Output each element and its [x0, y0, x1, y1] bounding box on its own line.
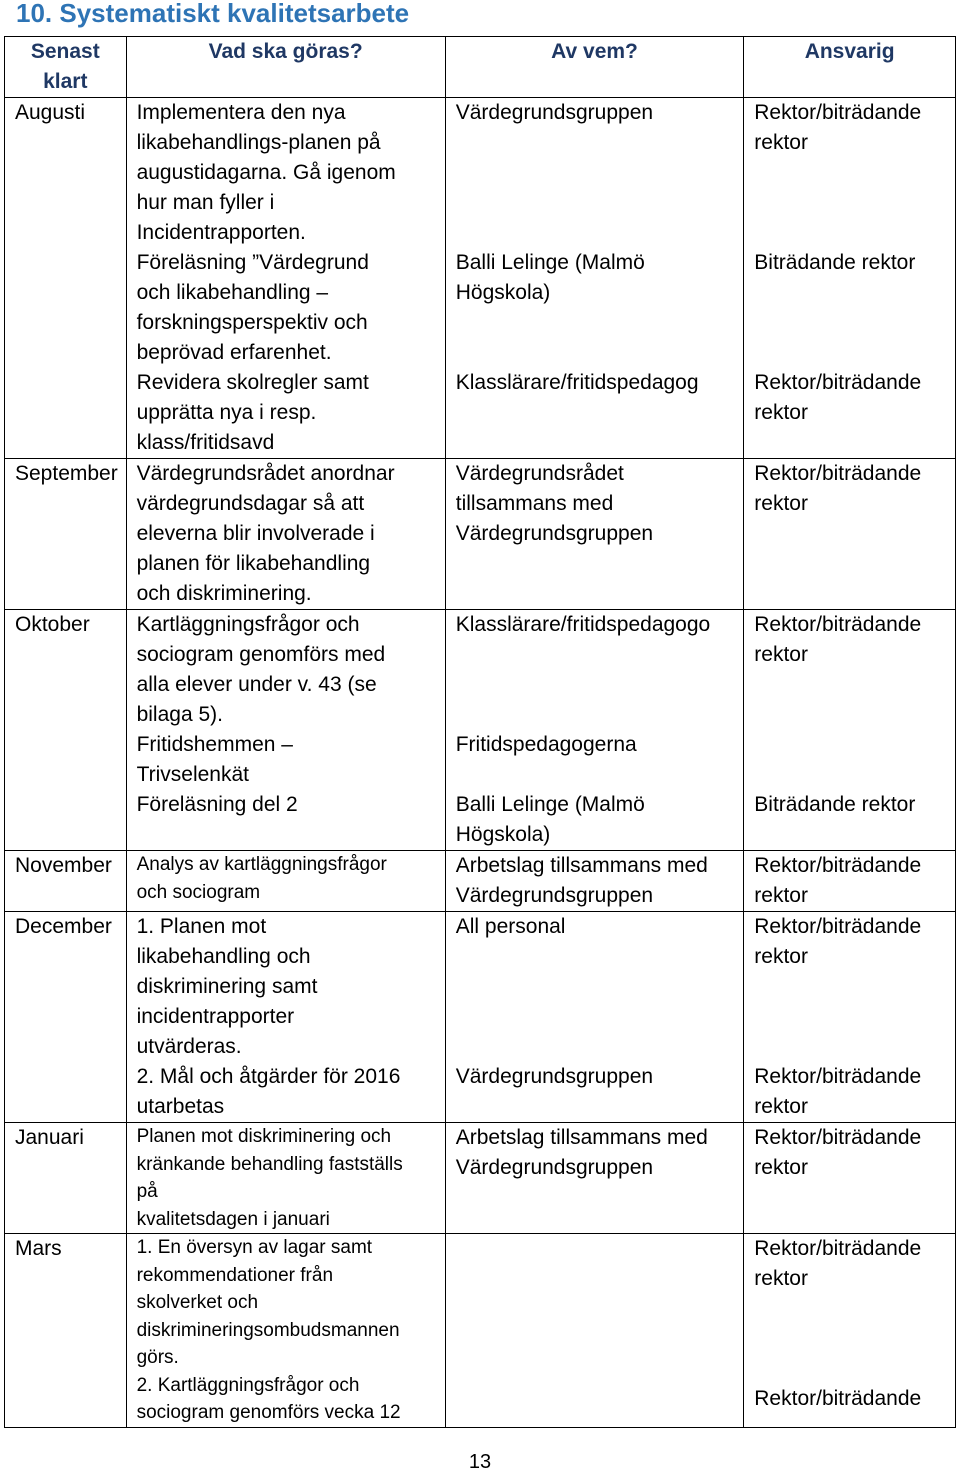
what-cell-line: 1. Planen mot	[136, 915, 267, 938]
cell-spacer	[456, 1002, 738, 1032]
month-cell: November	[5, 851, 127, 912]
cell-spacer	[754, 700, 949, 730]
responsible-cell-line: rektor	[754, 945, 808, 968]
who-cell-line: Högskola)	[455, 281, 551, 304]
responsible-cell-line: Biträdande rektor	[754, 793, 916, 816]
cell-spacer	[456, 158, 738, 188]
who-cell-line: Värdegrundsrådet	[455, 462, 624, 485]
what-cell-line: och likabehandling –	[136, 281, 329, 304]
what-cell-line: Analys av kartläggningsfrågor	[136, 854, 387, 875]
what-cell-line: och diskriminering.	[136, 582, 312, 605]
header-deadline	[5, 37, 127, 98]
cell-spacer	[456, 942, 738, 972]
what-cell-line: skolverket och	[136, 1292, 259, 1313]
what-cell-line: Revidera skolregler samt	[136, 371, 369, 394]
what-cell	[126, 610, 445, 851]
responsible-cell-line: Rektor/biträdande	[754, 371, 922, 394]
responsible-cell-line: rektor	[754, 492, 808, 515]
what-cell	[126, 851, 445, 912]
what-cell-line: likabehandling och	[136, 945, 311, 968]
responsible-cell-line: rektor	[754, 884, 808, 907]
table-row	[5, 851, 956, 912]
what-cell-line: värdegrundsdagar så att	[136, 492, 365, 515]
what-cell-line: eleverna blir involverade i	[136, 522, 375, 545]
who-cell	[445, 851, 744, 912]
what-cell-line: sociogram genomförs vecka 12	[136, 1402, 401, 1423]
what-cell-line: rekommendationer från	[136, 1264, 334, 1286]
what-cell-line: 2. Kartläggningsfrågor och	[136, 1374, 360, 1396]
cell-spacer	[754, 972, 949, 1002]
header-responsible: Ansvarig	[744, 37, 956, 98]
cell-spacer	[754, 1324, 949, 1354]
responsible-cell-line: rektor	[754, 401, 808, 424]
who-cell-line: Balli Lelinge (Malmö	[455, 251, 645, 274]
what-cell-line: planen för likabehandling	[136, 552, 371, 575]
cell-spacer	[754, 1032, 949, 1062]
table-row	[5, 912, 956, 1123]
section-heading: 10. Systematiskt kvalitetsarbete	[16, 0, 410, 28]
page-number: 13	[468, 1451, 492, 1473]
what-cell-line: Föreläsning del 2	[136, 793, 298, 816]
who-cell-line: Arbetslag tillsammans med	[455, 854, 708, 877]
who-cell	[445, 459, 744, 610]
what-cell-line: Värdegrundsrådet anordnar	[136, 462, 395, 485]
month-cell: Augusti	[5, 98, 127, 459]
what-cell-line: augustidagarna. Gå igenom	[136, 161, 396, 184]
month-cell: December	[5, 912, 127, 1123]
responsible-cell-line: rektor	[754, 1267, 808, 1290]
what-cell-line: bilaga 5).	[136, 703, 223, 726]
what-cell-line: görs.	[136, 1347, 179, 1368]
who-cell	[445, 610, 744, 851]
cell-spacer	[754, 1002, 949, 1032]
cell-spacer	[456, 760, 738, 790]
who-cell-line: Arbetslag tillsammans med	[455, 1126, 708, 1149]
who-cell-line: Värdegrundsgruppen	[455, 522, 654, 545]
cell-spacer	[754, 278, 949, 308]
header-deadline-line: klart	[43, 70, 88, 93]
who-cell-line: Högskola)	[455, 823, 551, 846]
what-cell	[126, 1123, 445, 1234]
month-cell: Mars	[5, 1234, 127, 1428]
cell-spacer	[456, 338, 738, 368]
what-cell-line: Kartläggningsfrågor och	[136, 613, 360, 636]
who-cell	[445, 98, 744, 459]
who-cell-line: Balli Lelinge (Malmö	[455, 793, 645, 816]
what-cell-line: hur man fyller i	[136, 191, 275, 214]
responsible-cell-line: Rektor/biträdande	[754, 1387, 922, 1410]
table-row	[5, 1234, 956, 1428]
what-cell-line: Implementera den nya	[136, 101, 346, 124]
header-who: Av vem?	[445, 37, 744, 98]
who-cell-line: Värdegrundsgruppen	[455, 1065, 654, 1088]
responsible-cell-line: rektor	[754, 643, 808, 666]
header-deadline-line: Senast	[30, 40, 100, 63]
cell-spacer	[754, 218, 949, 248]
responsible-cell-line: Rektor/biträdande	[754, 101, 922, 124]
what-cell-line: incidentrapporter	[136, 1005, 295, 1028]
cell-spacer	[754, 760, 949, 790]
what-cell-line: utvärderas.	[136, 1035, 242, 1058]
who-cell-line: Klasslärare/fritidspedagog	[455, 371, 699, 394]
what-cell-line: likabehandlings-planen på	[136, 131, 381, 154]
what-cell-line: Föreläsning ”Värdegrund	[136, 251, 369, 274]
cell-spacer	[754, 338, 949, 368]
responsible-cell-line: rektor	[754, 1095, 808, 1118]
what-cell-line: på	[136, 1181, 158, 1202]
month-cell: Oktober	[5, 610, 127, 851]
responsible-cell	[744, 1234, 956, 1428]
cell-spacer	[754, 670, 949, 700]
who-cell-line: tillsammans med	[455, 492, 614, 515]
responsible-cell-line: Rektor/biträdande	[754, 1126, 922, 1149]
what-cell-line: upprätta nya i resp.	[136, 401, 317, 424]
responsible-cell-line: Rektor/biträdande	[754, 854, 922, 877]
what-cell-line: forskningsperspektiv och	[136, 311, 368, 334]
table-row	[5, 459, 956, 610]
what-cell-line: klass/fritidsavd	[136, 431, 275, 454]
header-what: Vad ska göras?	[126, 37, 445, 98]
who-cell	[445, 1123, 744, 1234]
what-cell-line: Trivselenkät	[136, 763, 250, 786]
cell-spacer	[456, 700, 738, 730]
what-cell-line: utarbetas	[136, 1095, 225, 1118]
what-cell-line: Planen mot diskriminering och	[136, 1126, 392, 1147]
what-cell-line: beprövad erfarenhet.	[136, 341, 332, 364]
cell-spacer	[456, 128, 738, 158]
cell-spacer	[456, 308, 738, 338]
what-cell	[126, 912, 445, 1123]
what-cell	[126, 98, 445, 459]
responsible-cell-line: Rektor/biträdande	[754, 1237, 922, 1260]
who-cell	[445, 1234, 744, 1428]
what-cell-line: diskrimineringsombudsmannen	[136, 1319, 400, 1341]
responsible-cell	[744, 610, 956, 851]
cell-spacer	[456, 972, 738, 1002]
table-row	[5, 1123, 956, 1234]
responsible-cell-line: rektor	[754, 1156, 808, 1179]
table-header-row	[5, 37, 956, 98]
responsible-cell-line: Biträdande rektor	[754, 251, 916, 274]
responsible-cell-line: rektor	[754, 131, 808, 154]
cell-spacer	[456, 218, 738, 248]
responsible-cell-line: Rektor/biträdande	[754, 613, 922, 636]
table-row	[5, 610, 956, 851]
responsible-cell	[744, 98, 956, 459]
what-cell-line: kvalitetsdagen i januari	[136, 1208, 330, 1230]
who-cell-line: All personal	[455, 915, 566, 938]
responsible-cell-line: Rektor/biträdande	[754, 1065, 922, 1088]
responsible-cell	[744, 459, 956, 610]
who-cell-line: Värdegrundsgruppen	[455, 1156, 654, 1179]
what-cell	[126, 1234, 445, 1428]
cell-spacer	[754, 730, 949, 760]
cell-spacer	[754, 1354, 949, 1384]
what-cell-line: kränkande behandling fastställs	[136, 1153, 403, 1175]
responsible-cell-line: Rektor/biträdande	[754, 462, 922, 485]
month-cell: September	[5, 459, 127, 610]
what-cell-line: Fritidshemmen –	[136, 733, 293, 756]
responsible-cell	[744, 851, 956, 912]
cell-spacer	[456, 1032, 738, 1062]
what-cell-line: Incidentrapporten.	[136, 221, 306, 244]
what-cell-line: sociogram genomförs med	[136, 643, 386, 666]
cell-spacer	[754, 158, 949, 188]
cell-spacer	[456, 670, 738, 700]
cell-spacer	[754, 188, 949, 218]
responsible-cell-line: Rektor/biträdande	[754, 915, 922, 938]
what-cell	[126, 459, 445, 610]
cell-spacer	[754, 308, 949, 338]
responsible-cell	[744, 1123, 956, 1234]
who-cell-line: Fritidspedagogerna	[455, 733, 637, 756]
what-cell-line: alla elever under v. 43 (se	[136, 673, 377, 696]
who-cell-line: Klasslärare/fritidspedagogo	[455, 613, 711, 636]
cell-spacer	[754, 1294, 949, 1324]
who-cell	[445, 912, 744, 1123]
cell-spacer	[456, 640, 738, 670]
what-cell-line: och sociogram	[136, 881, 261, 903]
responsible-cell	[744, 912, 956, 1123]
what-cell-line: 2. Mål och åtgärder för 2016	[136, 1065, 401, 1088]
who-cell-line: Värdegrundsgruppen	[455, 884, 654, 907]
table-row	[5, 98, 956, 459]
quality-work-table	[4, 36, 956, 1428]
cell-spacer	[456, 188, 738, 218]
what-cell-line: 1. En översyn av lagar samt	[136, 1237, 373, 1258]
who-cell-line: Värdegrundsgruppen	[455, 101, 654, 124]
what-cell-line: diskriminering samt	[136, 975, 318, 998]
month-cell: Januari	[5, 1123, 127, 1234]
